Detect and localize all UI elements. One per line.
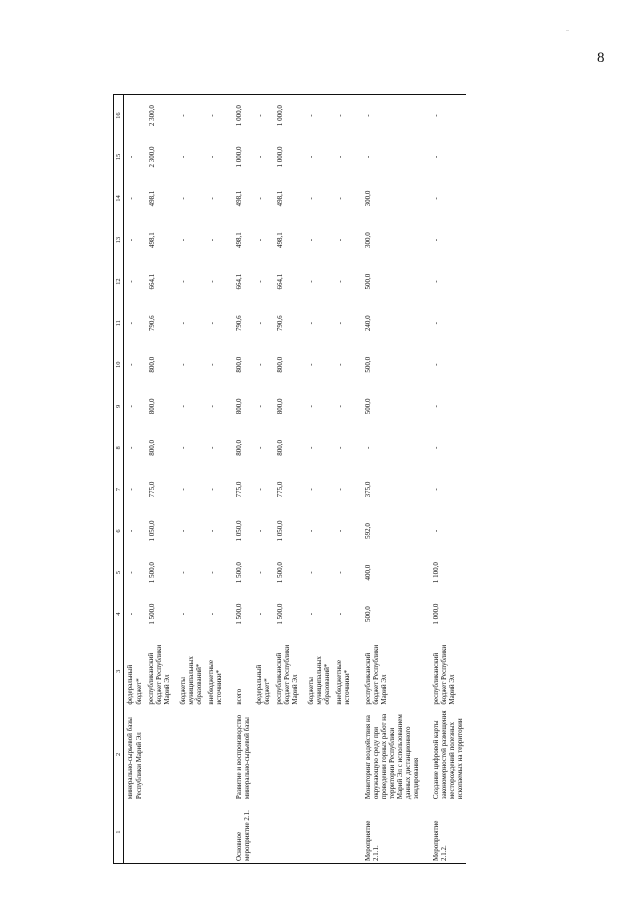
activity-name-cell [333, 708, 353, 802]
amount-cell: 800,0 [234, 398, 243, 415]
amount-cell: 1 500,0 [234, 603, 243, 625]
amount-cell: - [207, 155, 216, 159]
activity-code-cell: Мероприятие 2.1.2. [422, 801, 466, 863]
activity-code-cell [173, 801, 205, 863]
amount-cell: - [363, 155, 372, 159]
amount-cell: - [336, 238, 345, 242]
amount-cell: - [207, 280, 216, 283]
amount-cell: 1 100,0 [431, 562, 440, 584]
amount-cell: - [363, 446, 372, 450]
amount-cell: - [253, 95, 273, 137]
amount-cell: - [307, 155, 316, 159]
amount-cell: - [336, 446, 345, 450]
amount-cell: - [256, 238, 265, 242]
column-number: 16 [114, 95, 124, 137]
activity-code-cell [253, 801, 273, 863]
amount-cell: 300,0 [363, 190, 372, 207]
amount-cell: - [178, 571, 187, 574]
amount-cell: - [178, 612, 187, 616]
amount-cell: - [256, 363, 265, 366]
activity-name-cell: минерально-сырьевой базы Республики Марий Эл [126, 717, 143, 800]
amount-cell: - [336, 155, 345, 159]
funding-source-cell: республиканский бюджет Республики Марий Эл [146, 644, 171, 705]
amount-cell: 1 050,0 [147, 520, 156, 542]
amount-cell: 1 000,0 [273, 95, 301, 137]
amount-cell: - [127, 571, 136, 574]
amount-cell: 800,0 [276, 440, 285, 456]
amount-cell: - [336, 612, 345, 616]
amount-cell: - [178, 529, 187, 533]
amount-cell: 400,0 [363, 564, 372, 581]
amount-cell: 1 500,0 [147, 603, 156, 625]
amount-cell: 775,0 [147, 481, 156, 498]
amount-cell: - [207, 529, 216, 533]
amount-cell: 498,1 [147, 232, 156, 248]
amount-cell: - [431, 488, 440, 491]
table-row [145, 95, 173, 864]
activity-code-cell [205, 801, 225, 863]
amount-cell: - [127, 529, 136, 533]
table-body [114, 95, 467, 864]
amount-cell: 500,0 [363, 273, 372, 290]
activity-code-cell [333, 801, 353, 863]
amount-cell: - [336, 488, 345, 491]
activity-name-cell: Развитие и воспроизводство минерально-сырьевой базы [234, 714, 251, 800]
amount-cell: 1 500,0 [147, 562, 156, 584]
table-row [333, 95, 353, 864]
amount-cell: 498,1 [147, 190, 156, 207]
amount-cell: 498,1 [276, 190, 285, 207]
table-row [422, 95, 466, 864]
amount-cell: 1 000,0 [276, 146, 285, 168]
activity-name-cell [253, 708, 273, 802]
activity-code-cell [273, 801, 301, 863]
funding-source-cell: внебюджетные источники* [335, 660, 352, 705]
activity-code-cell: Мероприятие 2.1.1. [354, 801, 422, 863]
amount-cell: 500,0 [363, 356, 372, 373]
column-number: 12 [114, 261, 124, 303]
funding-source-cell: республиканский бюджет Республики Марий Эл [275, 644, 300, 705]
amount-cell: 790,6 [234, 315, 243, 332]
amount-cell: - [207, 238, 216, 242]
amount-cell: 498,1 [234, 190, 243, 207]
amount-cell: - [307, 238, 316, 242]
activity-name-cell [301, 708, 333, 802]
amount-cell: - [307, 197, 316, 200]
amount-cell: - [178, 322, 187, 325]
amount-cell: - [256, 446, 265, 450]
amount-cell: 800,0 [234, 356, 243, 373]
amount-cell: - [127, 488, 136, 491]
table-row [173, 95, 205, 864]
column-number: 13 [114, 219, 124, 261]
amount-cell: - [422, 95, 466, 137]
amount-cell: 664,1 [234, 273, 243, 290]
amount-cell: 300,0 [363, 232, 372, 248]
funding-source-cell: федеральный бюджет* [126, 664, 143, 705]
amount-cell: 1 500,0 [276, 603, 285, 625]
amount-cell: - [207, 197, 216, 200]
amount-cell: - [431, 155, 440, 159]
amount-cell: - [256, 155, 265, 159]
amount-cell: - [307, 612, 316, 616]
amount-cell: - [178, 280, 187, 283]
amount-cell: - [431, 363, 440, 366]
activity-name-cell [273, 708, 301, 802]
amount-cell: 800,0 [276, 398, 285, 415]
activity-code-cell [124, 801, 145, 863]
amount-cell: - [307, 405, 316, 408]
amount-cell: - [178, 197, 187, 200]
amount-cell: - [256, 529, 265, 533]
amount-cell: - [205, 95, 225, 137]
amount-cell: 790,6 [276, 315, 285, 332]
table-row [205, 95, 225, 864]
funding-source-cell: всего [234, 688, 243, 705]
budget-table [113, 94, 466, 864]
amount-cell: 1 500,0 [276, 562, 285, 584]
column-number: 3 [114, 635, 124, 708]
amount-cell: - [307, 363, 316, 366]
amount-cell: - [127, 155, 136, 159]
activity-code-cell [301, 801, 333, 863]
activity-name-cell: Создание цифровой карты закономерностей размещения месторождений полезных ископаемых на территории [431, 710, 464, 800]
column-number: 2 [114, 708, 124, 802]
table-row [301, 95, 333, 864]
amount-cell: - [336, 280, 345, 283]
amount-cell: - [431, 197, 440, 200]
amount-cell: - [178, 238, 187, 242]
amount-cell: 1 000,0 [225, 95, 253, 137]
amount-cell: - [127, 363, 136, 366]
amount-cell: 800,0 [147, 356, 156, 373]
amount-cell: - [431, 322, 440, 325]
amount-cell: - [307, 280, 316, 283]
funding-source-cell: республиканский бюджет Республики Марий Эл [431, 644, 456, 705]
column-number: 15 [114, 136, 124, 178]
amount-cell: 375,0 [363, 481, 372, 498]
amount-cell: - [127, 405, 136, 408]
funding-source-cell: внебюджетные источники* [206, 660, 223, 705]
amount-cell: 800,0 [234, 440, 243, 456]
amount-cell: - [336, 405, 345, 408]
amount-cell: 790,6 [147, 315, 156, 332]
funding-source-cell: бюджеты муниципальных образований* [178, 656, 203, 705]
amount-cell: - [336, 529, 345, 533]
amount-cell: - [431, 405, 440, 408]
amount-cell: - [178, 363, 187, 366]
amount-cell: 800,0 [147, 398, 156, 415]
amount-cell: - [207, 446, 216, 450]
amount-cell: 800,0 [147, 440, 156, 456]
amount-cell: 498,1 [234, 232, 243, 248]
amount-cell: 775,0 [276, 481, 285, 498]
column-number-row [114, 95, 124, 864]
amount-cell: 1 050,0 [276, 520, 285, 542]
amount-cell: - [354, 95, 422, 137]
amount-cell: - [256, 612, 265, 616]
amount-cell: - [207, 322, 216, 325]
column-number: 1 [114, 801, 124, 863]
amount-cell: - [207, 612, 216, 616]
amount-cell: - [207, 363, 216, 366]
activity-name-cell [173, 708, 205, 802]
amount-cell: - [307, 488, 316, 491]
amount-cell: - [431, 238, 440, 242]
amount-cell: 240,0 [363, 315, 372, 332]
amount-cell: - [207, 571, 216, 574]
amount-cell: - [336, 322, 345, 325]
amount-cell: 1 000,0 [431, 603, 440, 625]
table-row [225, 95, 253, 864]
amount-cell: - [256, 488, 265, 491]
amount-cell: - [307, 571, 316, 574]
amount-cell: 664,1 [276, 273, 285, 290]
amount-cell: - [178, 155, 187, 159]
amount-cell: - [178, 405, 187, 408]
column-number: 8 [114, 427, 124, 469]
column-number: 11 [114, 302, 124, 344]
amount-cell: 1 000,0 [234, 146, 243, 168]
amount-cell: 500,0 [363, 606, 372, 622]
column-number: 10 [114, 344, 124, 386]
amount-cell: - [336, 571, 345, 574]
scan-speck [566, 30, 569, 31]
amount-cell: - [431, 280, 440, 283]
amount-cell: - [207, 405, 216, 408]
amount-cell: - [256, 322, 265, 325]
amount-cell: - [431, 446, 440, 450]
page-number: 8 [597, 50, 605, 66]
amount-cell: - [127, 322, 136, 325]
activity-code-cell: Основное мероприятие 2.1. [225, 801, 253, 863]
amount-cell: - [207, 488, 216, 491]
amount-cell: 800,0 [276, 356, 285, 373]
amount-cell: - [336, 363, 345, 366]
column-number: 4 [114, 593, 124, 635]
amount-cell: - [256, 405, 265, 408]
amount-cell: - [127, 612, 136, 616]
column-number: 7 [114, 469, 124, 511]
amount-cell: - [336, 197, 345, 200]
funding-source-cell: республиканский бюджет Республики Марий Эл [363, 644, 388, 705]
activity-name-cell [145, 708, 173, 802]
amount-cell: - [301, 95, 333, 137]
rotated-table-wrapper [113, 94, 523, 864]
amount-cell: 2 300,0 [147, 146, 156, 168]
column-number: 14 [114, 178, 124, 220]
amount-cell: - [256, 280, 265, 283]
amount-cell: - [256, 571, 265, 574]
amount-cell: 498,1 [276, 232, 285, 248]
amount-cell: - [256, 197, 265, 200]
amount-cell [124, 95, 145, 137]
amount-cell: 2 300,0 [145, 95, 173, 137]
amount-cell: 1 050,0 [234, 520, 243, 542]
amount-cell: - [127, 446, 136, 450]
amount-cell: - [333, 95, 353, 137]
amount-cell: 592,0 [363, 523, 372, 539]
table-row [253, 95, 273, 864]
funding-source-cell: бюджеты муниципальных образований* [307, 656, 332, 705]
activity-name-cell [205, 708, 225, 802]
amount-cell: - [178, 446, 187, 450]
amount-cell: - [173, 95, 205, 137]
amount-cell: 1 500,0 [234, 562, 243, 584]
table-row [273, 95, 301, 864]
amount-cell: - [127, 197, 136, 200]
column-number: 9 [114, 386, 124, 428]
amount-cell: 775,0 [234, 481, 243, 498]
table-row [354, 95, 422, 864]
amount-cell: - [127, 238, 136, 242]
activity-name-cell: Мониторинг воздействия на окружающую среду при проведении горных работ на территории Республики Марий Эл с использованием данных дистанционного зондирования [363, 713, 420, 800]
activity-code-cell [145, 801, 173, 863]
column-number: 5 [114, 552, 124, 594]
funding-source-cell: федеральный бюджет* [255, 664, 272, 705]
amount-cell: - [431, 529, 440, 533]
amount-cell: 500,0 [363, 398, 372, 415]
amount-cell: - [307, 529, 316, 533]
table-row [124, 95, 145, 864]
amount-cell: - [307, 322, 316, 325]
amount-cell: - [307, 446, 316, 450]
amount-cell: 664,1 [147, 273, 156, 290]
column-number: 6 [114, 510, 124, 552]
amount-cell: - [127, 280, 136, 283]
amount-cell: - [178, 488, 187, 491]
